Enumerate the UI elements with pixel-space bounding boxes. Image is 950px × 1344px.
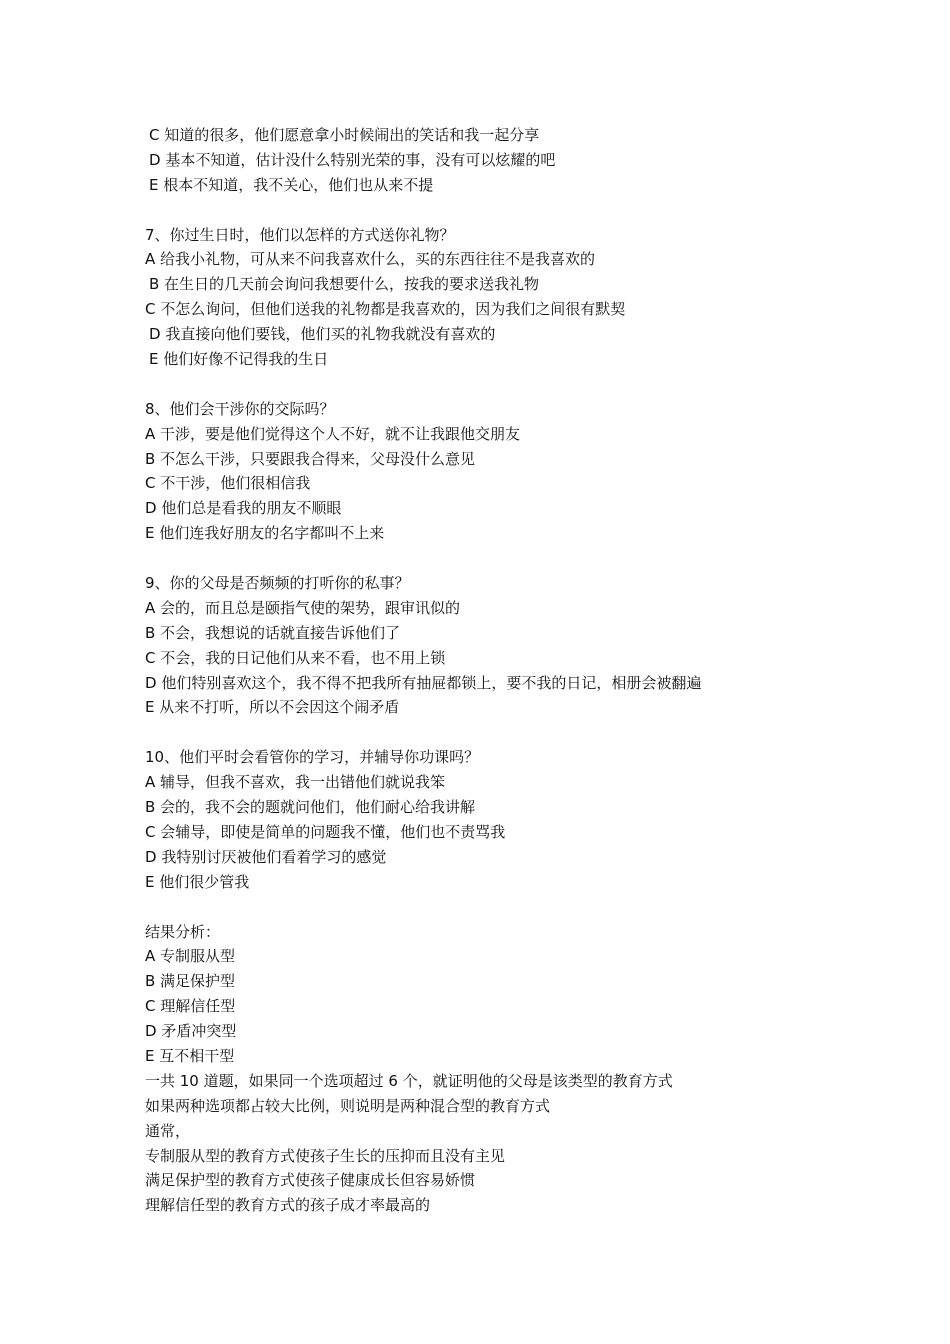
spacer xyxy=(145,372,905,397)
type-c: C 理解信任型 xyxy=(145,997,236,1016)
option-c: C 不干涉，他们很相信我 xyxy=(145,474,311,493)
analysis-note: 理解信任型的教育方式的孩子成才率最高的 xyxy=(145,1196,431,1215)
question-text: 7、你过生日时，他们以怎样的方式送你礼物？ xyxy=(145,225,455,244)
option-d: D 他们总是看我的朋友不顺眼 xyxy=(145,499,342,518)
option-a: A 会的，而且总是颐指气使的架势，跟审讯似的 xyxy=(145,598,461,617)
option-b: B 不怎么干涉，只要跟我合得来，父母没什么意见 xyxy=(145,449,476,468)
document-page xyxy=(145,123,905,1218)
analysis-note: 通常， xyxy=(145,1121,191,1140)
option-e: E 根本不知道，我不关心，他们也从来不提 xyxy=(149,175,434,194)
analysis-heading: 结果分析： xyxy=(145,922,221,941)
spacer xyxy=(145,720,905,745)
option-a: A 给我小礼物，可从来不问我喜欢什么，买的东西往往不是我喜欢的 xyxy=(145,250,596,269)
analysis-note: 一共 10 道题，如果同一个选项超过 6 个，就证明他的父母是该类型的教育方式 xyxy=(145,1071,673,1090)
question-text: 9、你的父母是否频频的打听你的私事？ xyxy=(145,574,410,593)
option-b: B 不会，我想说的话就直接告诉他们了 xyxy=(145,623,401,642)
question-text: 8、他们会干涉你的交际吗？ xyxy=(145,399,335,418)
option-c: C 不怎么询问，但他们送我的礼物都是我喜欢的，因为我们之间很有默契 xyxy=(145,300,626,319)
option-d: D 我直接向他们要钱，他们买的礼物我就没有喜欢的 xyxy=(149,325,496,344)
spacer xyxy=(145,546,905,571)
option-d: D 基本不知道，估计没什么特别光荣的事，没有可以炫耀的吧 xyxy=(149,150,556,169)
analysis-note: 如果两种选项都占较大比例，则说明是两种混合型的教育方式 xyxy=(145,1096,551,1115)
option-e: E 他们连我好朋友的名字都叫不上来 xyxy=(145,524,385,543)
option-d: D 他们特别喜欢这个，我不得不把我所有抽屉都锁上，要不我的日记，相册会被翻遍 xyxy=(145,673,702,692)
option-e: E 从来不打听，所以不会因这个闹矛盾 xyxy=(145,698,400,717)
option-c: C 会辅导，即使是简单的问题我不懂，他们也不责骂我 xyxy=(145,822,506,841)
type-b: B 满足保护型 xyxy=(145,972,236,991)
question-10 xyxy=(145,745,905,894)
option-d: D 我特别讨厌被他们看着学习的感觉 xyxy=(145,847,387,866)
option-e: E 他们很少管我 xyxy=(145,872,250,891)
question-7 xyxy=(145,223,905,372)
question-text: 10、他们平时会看管你的学习，并辅导你功课吗？ xyxy=(145,748,480,767)
option-c: C 不会，我的日记他们从来不看，也不用上锁 xyxy=(145,648,446,667)
type-a: A 专制服从型 xyxy=(145,947,236,966)
continuation-options xyxy=(145,123,905,198)
spacer xyxy=(145,198,905,223)
option-e: E 他们好像不记得我的生日 xyxy=(149,350,329,369)
option-b: B 会的，我不会的题就问他们，他们耐心给我讲解 xyxy=(145,798,476,817)
type-d: D 矛盾冲突型 xyxy=(145,1022,237,1041)
option-c: C 知道的很多，他们愿意拿小时候闹出的笑话和我一起分享 xyxy=(149,126,540,144)
analysis-note: 专制服从型的教育方式使孩子生长的压抑而且没有主见 xyxy=(145,1146,506,1165)
analysis-note: 满足保护型的教育方式使孩子健康成长但容易娇惯 xyxy=(145,1171,476,1190)
question-8 xyxy=(145,397,905,546)
option-a: A 辅导，但我不喜欢，我一出错他们就说我笨 xyxy=(145,773,446,792)
spacer xyxy=(145,895,905,920)
option-a: A 干涉，要是他们觉得这个人不好，就不让我跟他交朋友 xyxy=(145,424,521,443)
option-b: B 在生日的几天前会询问我想要什么，按我的要求送我礼物 xyxy=(149,275,540,294)
result-analysis xyxy=(145,920,905,1219)
type-e: E 互不相干型 xyxy=(145,1046,235,1065)
question-9 xyxy=(145,571,905,720)
